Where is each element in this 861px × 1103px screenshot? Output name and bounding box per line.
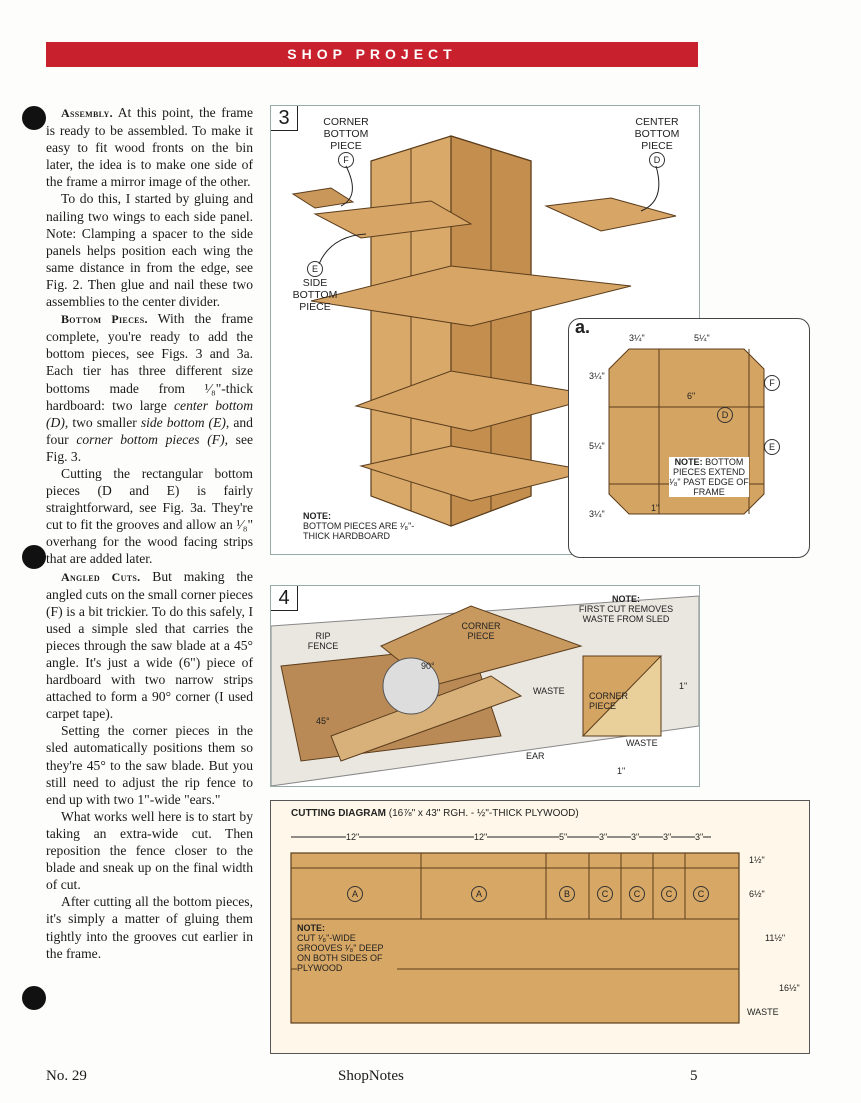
figure-3a-note xyxy=(669,457,749,497)
figure-3-note xyxy=(303,511,433,541)
section-banner: SHOP PROJECT xyxy=(46,42,698,67)
dim-small: 1" xyxy=(651,503,660,513)
part-letter: A xyxy=(347,886,363,902)
dim-top-1: 3¼" xyxy=(629,333,645,343)
paragraph: What works well here is to start by taking an extra-wide cut. Then reposition the fence closer to the blade and sneak up on the final width of cut. xyxy=(46,808,253,893)
dim-col-2: 12" xyxy=(474,832,488,842)
part-letter-f: F xyxy=(764,375,780,391)
note-title: NOTE: xyxy=(612,594,640,604)
part-letter-d: D xyxy=(717,407,733,423)
paragraph: After cutting all the bottom pieces, it's simply a matter of gluing them tightly into the grooves cut earlier in the frame. xyxy=(46,894,253,961)
paragraph-text: two smaller xyxy=(68,414,141,430)
paragraph-angled-cuts xyxy=(46,568,253,723)
cutting-diagram xyxy=(270,800,810,1054)
figure-number: 3 xyxy=(271,106,298,131)
paragraph: Setting the corner pieces in the sled automatically positions them so they're 45° to the saw blade. But you still need to adjust the rip fence to end up with two 1"-wide "ears." xyxy=(46,723,253,807)
italic-term: center bottom (D), xyxy=(46,397,254,430)
paragraph-text: see Fig. 3. xyxy=(46,431,254,464)
part-letter: D xyxy=(649,152,665,168)
label-rip-fence: RIP FENCE xyxy=(307,631,339,651)
label-center-bottom-piece xyxy=(623,116,691,168)
label-waste: WASTE xyxy=(533,686,565,696)
part-letter: C xyxy=(693,886,709,902)
italic-term: corner bottom pieces (F), xyxy=(76,431,228,447)
paragraph-text: With the frame complete, you're ready to add the bottom pieces, see Figs. 3 and 3a. Each tier has three different size bottoms made from ¹⁄₈"-thick hardboard: two large xyxy=(46,311,253,413)
footer-page-number: 5 xyxy=(690,1068,698,1084)
dim-col-5: 3" xyxy=(631,832,640,842)
inset-waste: WASTE xyxy=(626,738,658,748)
label-ear: EAR xyxy=(526,751,545,761)
part-letter-e: E xyxy=(764,439,780,455)
note-title: NOTE: xyxy=(303,511,331,521)
part-letter: A xyxy=(471,886,487,902)
binder-hole-bottom xyxy=(22,986,46,1010)
paragraph: Cutting the rectangular bottom pieces (D and E) is fairly straightforward, see Fig. 3a. They're cut to fit the grooves and allow an ¹⁄₈" overhang for the wood facing strips that are added later. xyxy=(46,465,253,567)
subtitle-text: (16⅞" x 43" RGH. - ½"-THICK PLYWOOD) xyxy=(388,808,579,819)
title-text: CUTTING DIAGRAM xyxy=(291,808,386,819)
note-text: BOTTOM PIECES EXTEND ¹⁄₈" PAST EDGE OF FRAME xyxy=(669,457,749,497)
inset-corner-piece: CORNER PIECE xyxy=(589,691,629,711)
part-letter: C xyxy=(661,886,677,902)
note-text: FIRST CUT REMOVES WASTE FROM SLED xyxy=(578,604,674,624)
note-title: NOTE: xyxy=(297,923,325,933)
binder-hole-top xyxy=(22,106,46,130)
label-side-bottom-piece xyxy=(285,261,345,313)
figure-3a-letter: a. xyxy=(575,317,591,337)
paragraph-text: and four xyxy=(46,414,253,447)
heading-bottom-pieces: Bottom Pieces. xyxy=(61,312,148,327)
label-text: CORNER BOTTOM PIECE xyxy=(323,116,369,152)
article-column xyxy=(46,104,253,962)
figure-3a xyxy=(568,318,810,558)
dim-top-2: 5¼" xyxy=(694,333,710,343)
dim-inner: 6" xyxy=(687,391,696,401)
binder-hole-middle xyxy=(22,545,46,569)
label-corner-piece: CORNER PIECE xyxy=(461,621,501,641)
note-text: BOTTOM PIECES ARE ¹⁄₈"-THICK HARDBOARD xyxy=(303,521,415,541)
footer-publication: ShopNotes xyxy=(338,1068,404,1084)
part-letter: E xyxy=(307,261,323,277)
heading-assembly: Assembly. xyxy=(61,106,113,120)
dim-row-1: 1½" xyxy=(749,855,765,865)
figure-4-note xyxy=(571,594,681,624)
dim-bottom: 1" xyxy=(617,766,626,776)
label-90-degrees: 90° xyxy=(421,661,435,671)
paragraph-text: But making the angled cuts on the small corner pieces (F) is a bit trickier. To do this safely, I used a simple sled that carries the pieces through the saw blade at a 45° angle. It's just a wide (6") piece of hardboard with two narrow strips attached to form a 90° corner (I used carpet tape). xyxy=(46,568,253,722)
part-letter: F xyxy=(338,152,354,168)
label-text: SIDE BOTTOM PIECE xyxy=(292,277,338,313)
paragraph: To do this, I started by gluing and nailing two wings to each side panel. Note: Clamping a spacer to the side panels helps position each wing the same distance in from the edge, see Fig. 2. Then glue and nail these two assemblies to the center divider. xyxy=(46,191,253,310)
label-corner-bottom-piece xyxy=(311,116,381,168)
cutting-diagram-note xyxy=(297,923,397,973)
note-title: NOTE: xyxy=(674,457,703,467)
dim-col-7: 3" xyxy=(695,832,704,842)
dim-row-3: 11½" xyxy=(765,933,786,943)
dim-right: 1" xyxy=(679,681,688,691)
dim-side-3: 3¼" xyxy=(589,509,605,519)
dim-row-4: 16½" xyxy=(779,983,800,993)
cutting-diagram-title xyxy=(291,809,651,819)
dim-col-3: 5" xyxy=(559,832,568,842)
note-text: CUT ¹⁄₈"-WIDE GROOVES ¹⁄₈" DEEP ON BOTH SIDES OF PLYWOOD xyxy=(297,933,384,973)
dim-row-2: 6½" xyxy=(749,889,765,899)
dim-col-4: 3" xyxy=(599,832,608,842)
part-letter: C xyxy=(629,886,645,902)
part-letter: B xyxy=(559,886,575,902)
footer-issue: No. 29 xyxy=(46,1068,87,1084)
italic-term: side bottom (E), xyxy=(140,414,230,430)
part-letter: C xyxy=(597,886,613,902)
dim-side-2: 5¼" xyxy=(589,441,605,451)
heading-angled-cuts: Angled Cuts. xyxy=(61,569,141,584)
paragraph-text: At this point, the frame is ready to be assembled. To make it easy to fit wood fronts on the bin later, the idea is to make one side of the frame a mirror image of the other. xyxy=(46,105,253,190)
dim-col-1: 12" xyxy=(346,832,360,842)
paragraph-assembly xyxy=(46,104,253,190)
figure-number: 4 xyxy=(271,586,298,611)
paragraph-bottom-pieces xyxy=(46,310,253,465)
label-waste: WASTE xyxy=(747,1007,779,1017)
figure-4 xyxy=(270,585,700,787)
figure-3a-drawing xyxy=(569,319,809,557)
label-45-degrees: 45° xyxy=(316,716,330,726)
label-text: CENTER BOTTOM PIECE xyxy=(634,116,680,152)
dim-side-1: 3¼" xyxy=(589,371,605,381)
dim-col-6: 3" xyxy=(663,832,672,842)
